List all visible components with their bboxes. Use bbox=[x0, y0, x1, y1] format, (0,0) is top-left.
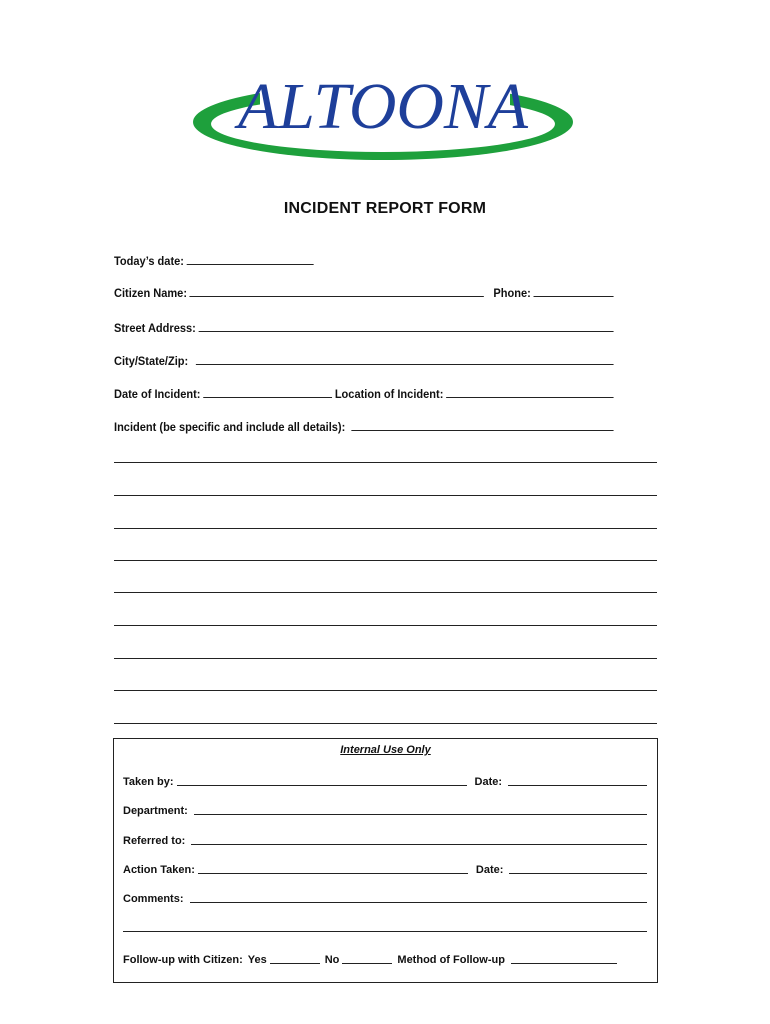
followup-label: Follow-up with Citizen: bbox=[123, 954, 243, 966]
incident-blank-line[interactable] bbox=[114, 723, 657, 724]
action-date-field[interactable] bbox=[509, 872, 647, 874]
followup-yes-field[interactable] bbox=[270, 962, 320, 964]
taken-by-label: Taken by: bbox=[123, 776, 174, 788]
incident-details-row bbox=[114, 416, 614, 434]
followup-no-label: No bbox=[324, 954, 340, 966]
followup-yes-label: Yes bbox=[247, 954, 267, 966]
incident-blank-line[interactable] bbox=[114, 495, 657, 496]
phone-label: Phone: bbox=[493, 286, 531, 300]
comments-row bbox=[123, 889, 647, 905]
comments-field[interactable] bbox=[190, 901, 647, 903]
incident-details-field[interactable] bbox=[352, 429, 614, 431]
taken-by-field[interactable] bbox=[177, 784, 467, 786]
followup-no-field[interactable] bbox=[342, 962, 392, 964]
taken-by-row bbox=[123, 772, 647, 788]
todays-date-label: Today’s date: bbox=[114, 254, 184, 268]
incident-blank-line[interactable] bbox=[114, 560, 657, 561]
city-state-zip-field[interactable] bbox=[196, 363, 614, 365]
referred-to-label: Referred to: bbox=[123, 835, 186, 847]
referred-to-field[interactable] bbox=[191, 843, 647, 845]
date-of-incident-field[interactable] bbox=[203, 396, 332, 398]
citizen-name-field[interactable] bbox=[190, 295, 484, 297]
incident-blank-line[interactable] bbox=[114, 625, 657, 626]
city-state-zip-row bbox=[114, 350, 614, 368]
todays-date-field[interactable] bbox=[187, 263, 314, 265]
street-address-row bbox=[114, 317, 614, 335]
incident-date-location-row bbox=[114, 383, 614, 401]
location-of-incident-label: Location of Incident: bbox=[334, 387, 444, 401]
followup-method-label: Method of Follow-up bbox=[397, 954, 505, 966]
incident-blank-line[interactable] bbox=[114, 690, 657, 691]
referred-to-row bbox=[123, 831, 647, 847]
citizen-name-label: Citizen Name: bbox=[114, 286, 188, 300]
incident-blank-line[interactable] bbox=[114, 462, 657, 463]
incident-blank-line[interactable] bbox=[114, 592, 657, 593]
action-taken-label: Action Taken: bbox=[123, 864, 195, 876]
department-label: Department: bbox=[123, 805, 188, 817]
phone-field[interactable] bbox=[534, 295, 614, 297]
date-of-incident-label: Date of Incident: bbox=[114, 387, 201, 401]
city-state-zip-label: City/State/Zip: bbox=[114, 354, 189, 368]
street-address-field[interactable] bbox=[199, 330, 614, 332]
department-row bbox=[123, 801, 647, 817]
comments-blank-line[interactable] bbox=[123, 931, 647, 932]
incident-details-label: Incident (be specific and include all details): bbox=[114, 420, 346, 434]
followup-row bbox=[123, 950, 647, 966]
incident-blank-line[interactable] bbox=[114, 658, 657, 659]
action-taken-row bbox=[123, 860, 647, 876]
comments-label: Comments: bbox=[123, 893, 184, 905]
action-taken-field[interactable] bbox=[198, 872, 468, 874]
form-title: INCIDENT REPORT FORM bbox=[283, 200, 487, 217]
street-address-label: Street Address: bbox=[114, 321, 196, 335]
date-label: Date: bbox=[474, 776, 503, 788]
date-field[interactable] bbox=[508, 784, 647, 786]
internal-use-heading: Internal Use Only bbox=[340, 744, 431, 756]
department-field[interactable] bbox=[194, 813, 647, 815]
altoona-logo bbox=[190, 50, 580, 170]
logo-wordmark: ALTOONA bbox=[234, 70, 529, 143]
followup-method-field[interactable] bbox=[511, 962, 617, 964]
action-date-label: Date: bbox=[475, 864, 504, 876]
citizen-name-row bbox=[114, 282, 614, 300]
internal-use-box bbox=[113, 738, 658, 983]
todays-date-row bbox=[114, 250, 614, 268]
incident-blank-line[interactable] bbox=[114, 528, 657, 529]
location-of-incident-field[interactable] bbox=[446, 396, 613, 398]
